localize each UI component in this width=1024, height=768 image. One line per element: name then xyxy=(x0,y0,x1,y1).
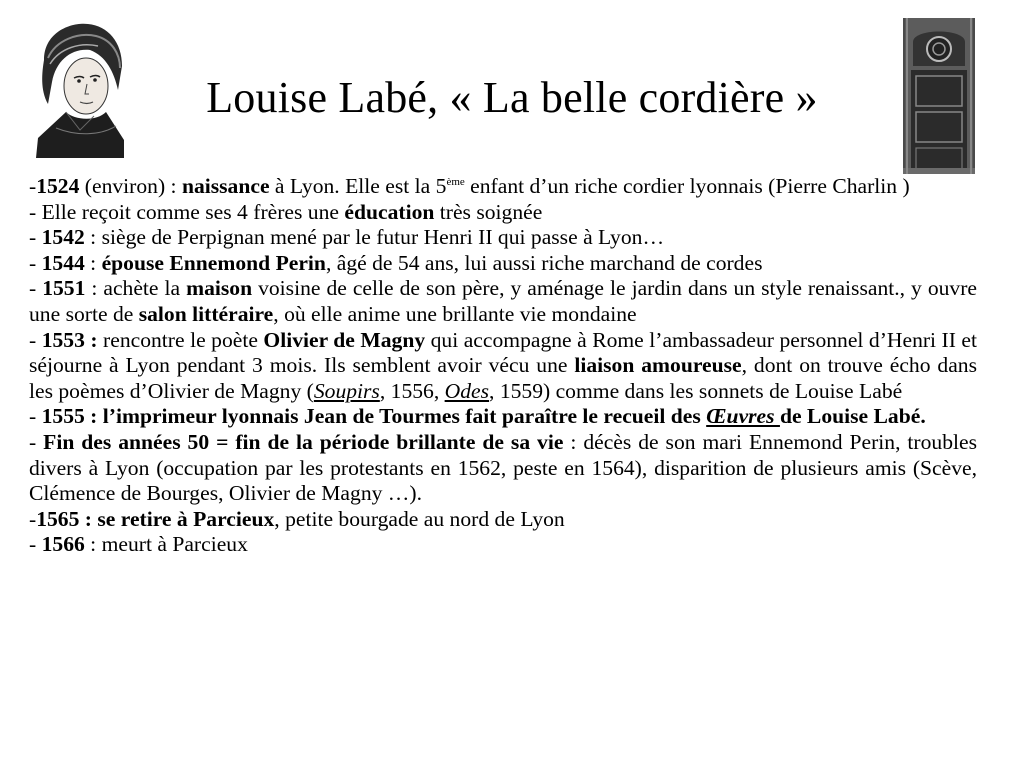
entry-1555: - 1555 : l’imprimeur lyonnais Jean de Tourmes fait paraître le recueil des Œuvres de Louise Labé. xyxy=(29,404,926,429)
entry-1544: - 1544 : épouse Ennemond Perin, âgé de 54 ans, lui aussi riche marchand de cordes xyxy=(29,250,763,275)
entry-education: - Elle reçoit comme ses 4 frères une éducation très soignée xyxy=(29,199,543,224)
entry-fin-annees-50: - Fin des années 50 = fin de la période brillante de sa vie : décès de son mari Ennemond Perin, troubles divers à Lyon (occupation par les protestants en 1562, peste en 1564), disparition de plusieurs amis (Scève, Clémence de Bourges, Olivier de Magny …). xyxy=(29,429,977,506)
entry-1565: -1565 : se retire à Parcieux, petite bourgade au nord de Lyon xyxy=(29,506,565,531)
soupirs-link[interactable]: Soupirs xyxy=(313,378,380,403)
entry-1566: - 1566 : meurt à Parcieux xyxy=(29,532,248,557)
oeuvres-link[interactable]: Œuvres xyxy=(706,404,780,429)
entry-1524: -1524 (environ) : naissance à Lyon. Elle est la 5ème enfant d’un riche cordier lyonnais (Pierre Charlin ) xyxy=(29,174,910,198)
entry-1553: - 1553 : rencontre le poète Olivier de Magny qui accompagne à Rome l’ambassadeur personnel d’Henri II et séjourne à Lyon pendant 3 mois. Ils semblent avoir vécu une liaison amoureuse, dont on trouve écho dans les poèmes d’Olivier de Magny (Soupirs, 1556, Odes, 1559) comme dans les sonnets de Louise Labé xyxy=(29,327,978,403)
entry-1551: - 1551 : achète la maison voisine de celle de son père, y aménage le jardin dans un style renaissant., y ouvre une sorte de salon littéraire, où elle anime une brillante vie mondaine xyxy=(29,276,977,326)
timeline-body xyxy=(29,174,977,558)
entry-1542: - 1542 : siège de Perpignan mené par le futur Henri II qui passe à Lyon… xyxy=(29,225,665,250)
odes-link[interactable]: Odes xyxy=(444,378,490,403)
page-title: Louise Labé, « La belle cordière » xyxy=(206,73,818,122)
